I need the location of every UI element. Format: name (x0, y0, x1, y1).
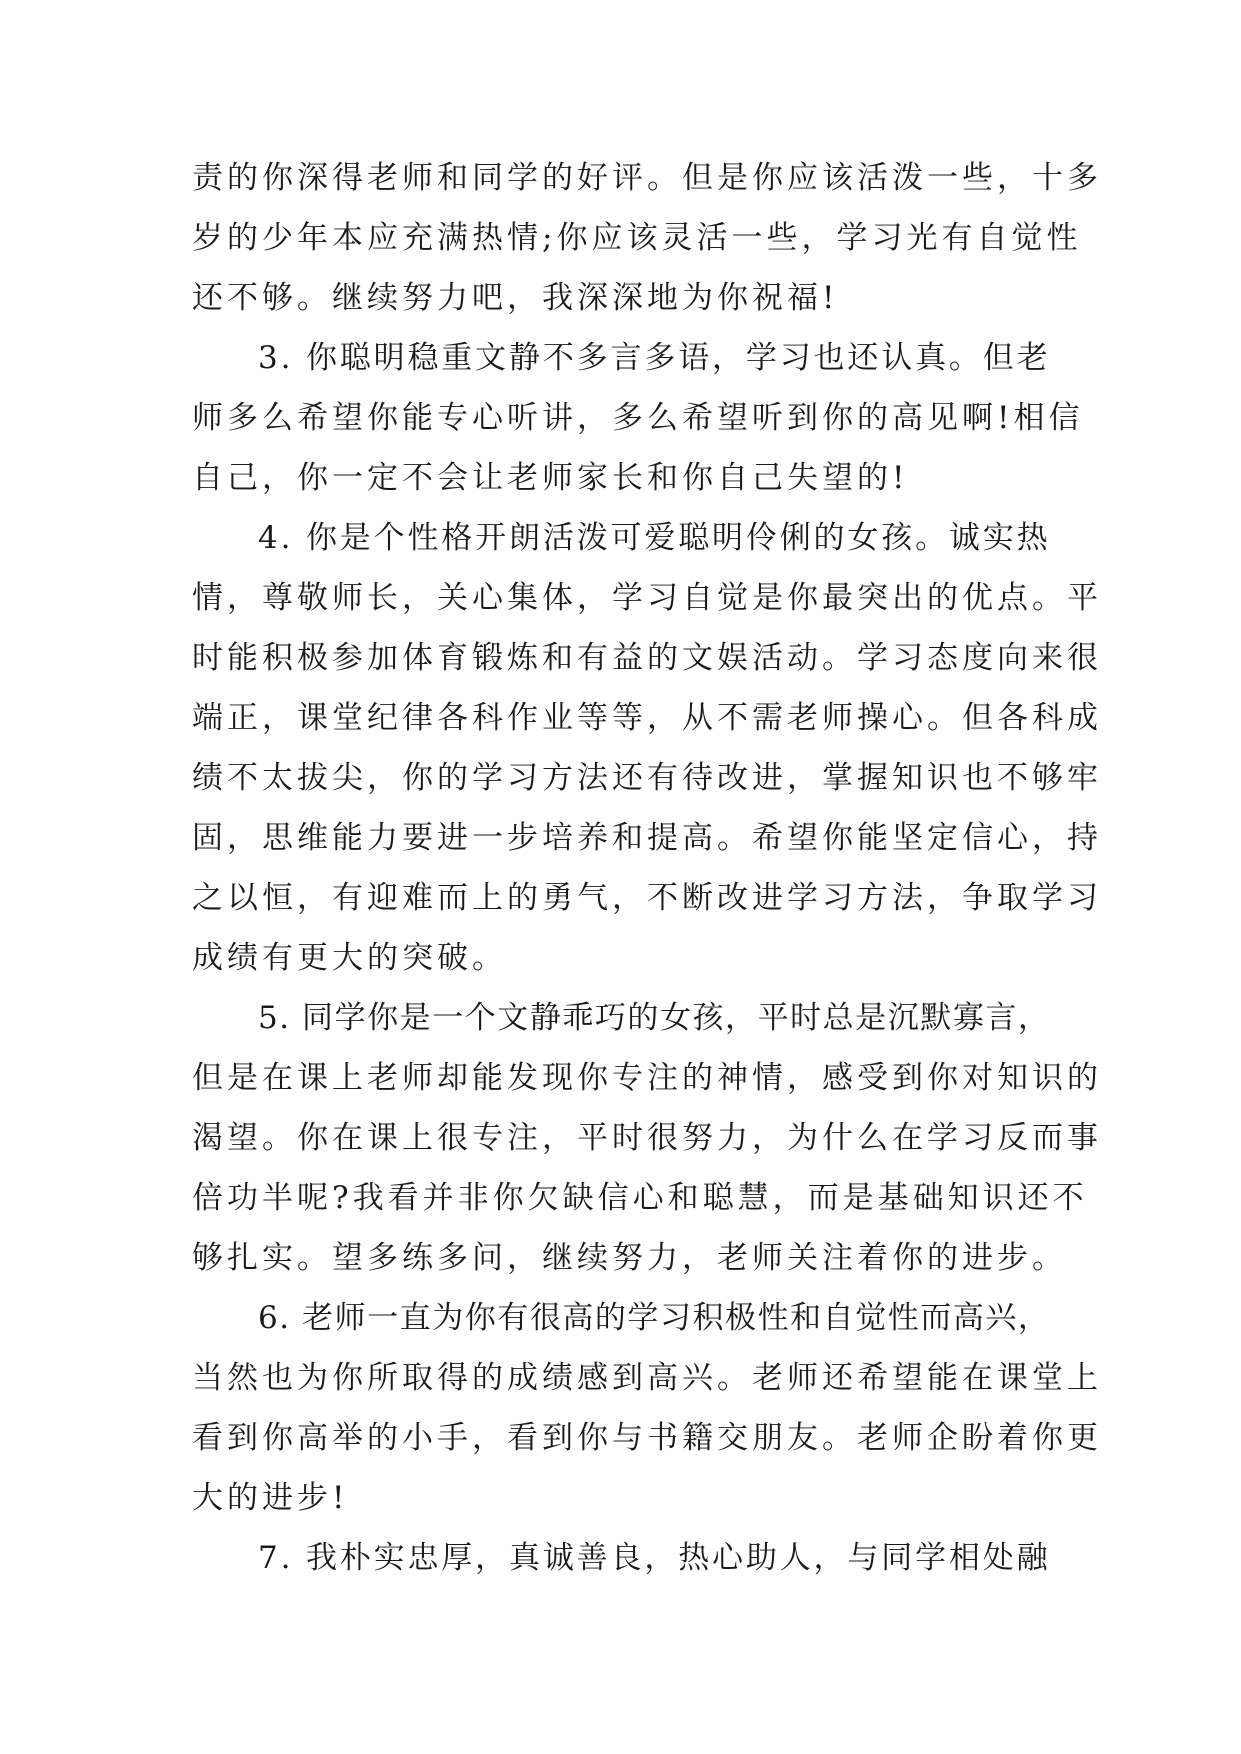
document-page (192, 148, 1102, 1588)
text-line: 时能积极参加体育锻炼和有益的文娱活动。学习态度向来很 (192, 640, 1102, 676)
text-line: 绩不太拔尖，你的学习方法还有待改进，掌握知识也不够牢 (192, 760, 1102, 796)
text-line: 当然也为你所取得的成绩感到高兴。老师还希望能在课堂上 (192, 1360, 1102, 1396)
text-line: 7. 我朴实忠厚，真诚善良，热心助人，与同学相处融 (258, 1540, 1051, 1576)
paragraph-item-5 (192, 988, 1102, 1288)
text-line: 还不够。继续努力吧，我深深地为你祝福! (192, 280, 839, 316)
paragraph-item-4 (192, 508, 1102, 988)
text-line: 6. 老师一直为你有很高的学习积极性和自觉性而高兴， (258, 1300, 1051, 1336)
text-line: 够扎实。望多练多问，继续努力，老师关注着你的进步。 (192, 1240, 1067, 1276)
text-line: 倍功半呢?我看并非你欠缺信心和聪慧，而是基础知识还不 (192, 1180, 1088, 1216)
paragraph-item-6 (192, 1288, 1102, 1528)
text-line: 但是在课上老师却能发现你专注的神情，感受到你对知识的 (192, 1060, 1102, 1096)
paragraph-item-7 (192, 1528, 1050, 1588)
text-line: 情，尊敬师长，关心集体，学习自觉是你最突出的优点。平 (192, 580, 1102, 616)
text-line: 渴望。你在课上很专注，平时很努力，为什么在学习反而事 (192, 1120, 1102, 1156)
text-line: 看到你高举的小手，看到你与书籍交朋友。老师企盼着你更 (192, 1420, 1102, 1456)
text-line: 之以恒，有迎难而上的勇气，不断改进学习方法，争取学习 (192, 880, 1102, 916)
text-line: 责的你深得老师和同学的好评。但是你应该活泼一些，十多 (192, 160, 1102, 196)
text-line: 成绩有更大的突破。 (192, 940, 507, 976)
text-line: 5. 同学你是一个文静乖巧的女孩，平时总是沉默寡言， (258, 1000, 1051, 1036)
text-line: 4. 你是个性格开朗活泼可爱聪明伶俐的女孩。诚实热 (258, 520, 1051, 556)
text-line: 固，思维能力要进一步培养和提高。希望你能坚定信心，持 (192, 820, 1102, 856)
paragraph-continuation (192, 148, 1102, 328)
paragraph-item-3 (192, 328, 1084, 508)
text-line: 大的进步! (192, 1480, 349, 1516)
text-line: 端正，课堂纪律各科作业等等，从不需老师操心。但各科成 (192, 700, 1102, 736)
text-line: 岁的少年本应充满热情;你应该灵活一些，学习光有自觉性 (192, 220, 1082, 256)
text-line: 师多么希望你能专心听讲，多么希望听到你的高见啊!相信 (192, 400, 1084, 436)
text-line: 自己，你一定不会让老师家长和你自己失望的! (192, 460, 909, 496)
text-line: 3. 你聪明稳重文静不多言多语，学习也还认真。但老 (258, 340, 1051, 376)
